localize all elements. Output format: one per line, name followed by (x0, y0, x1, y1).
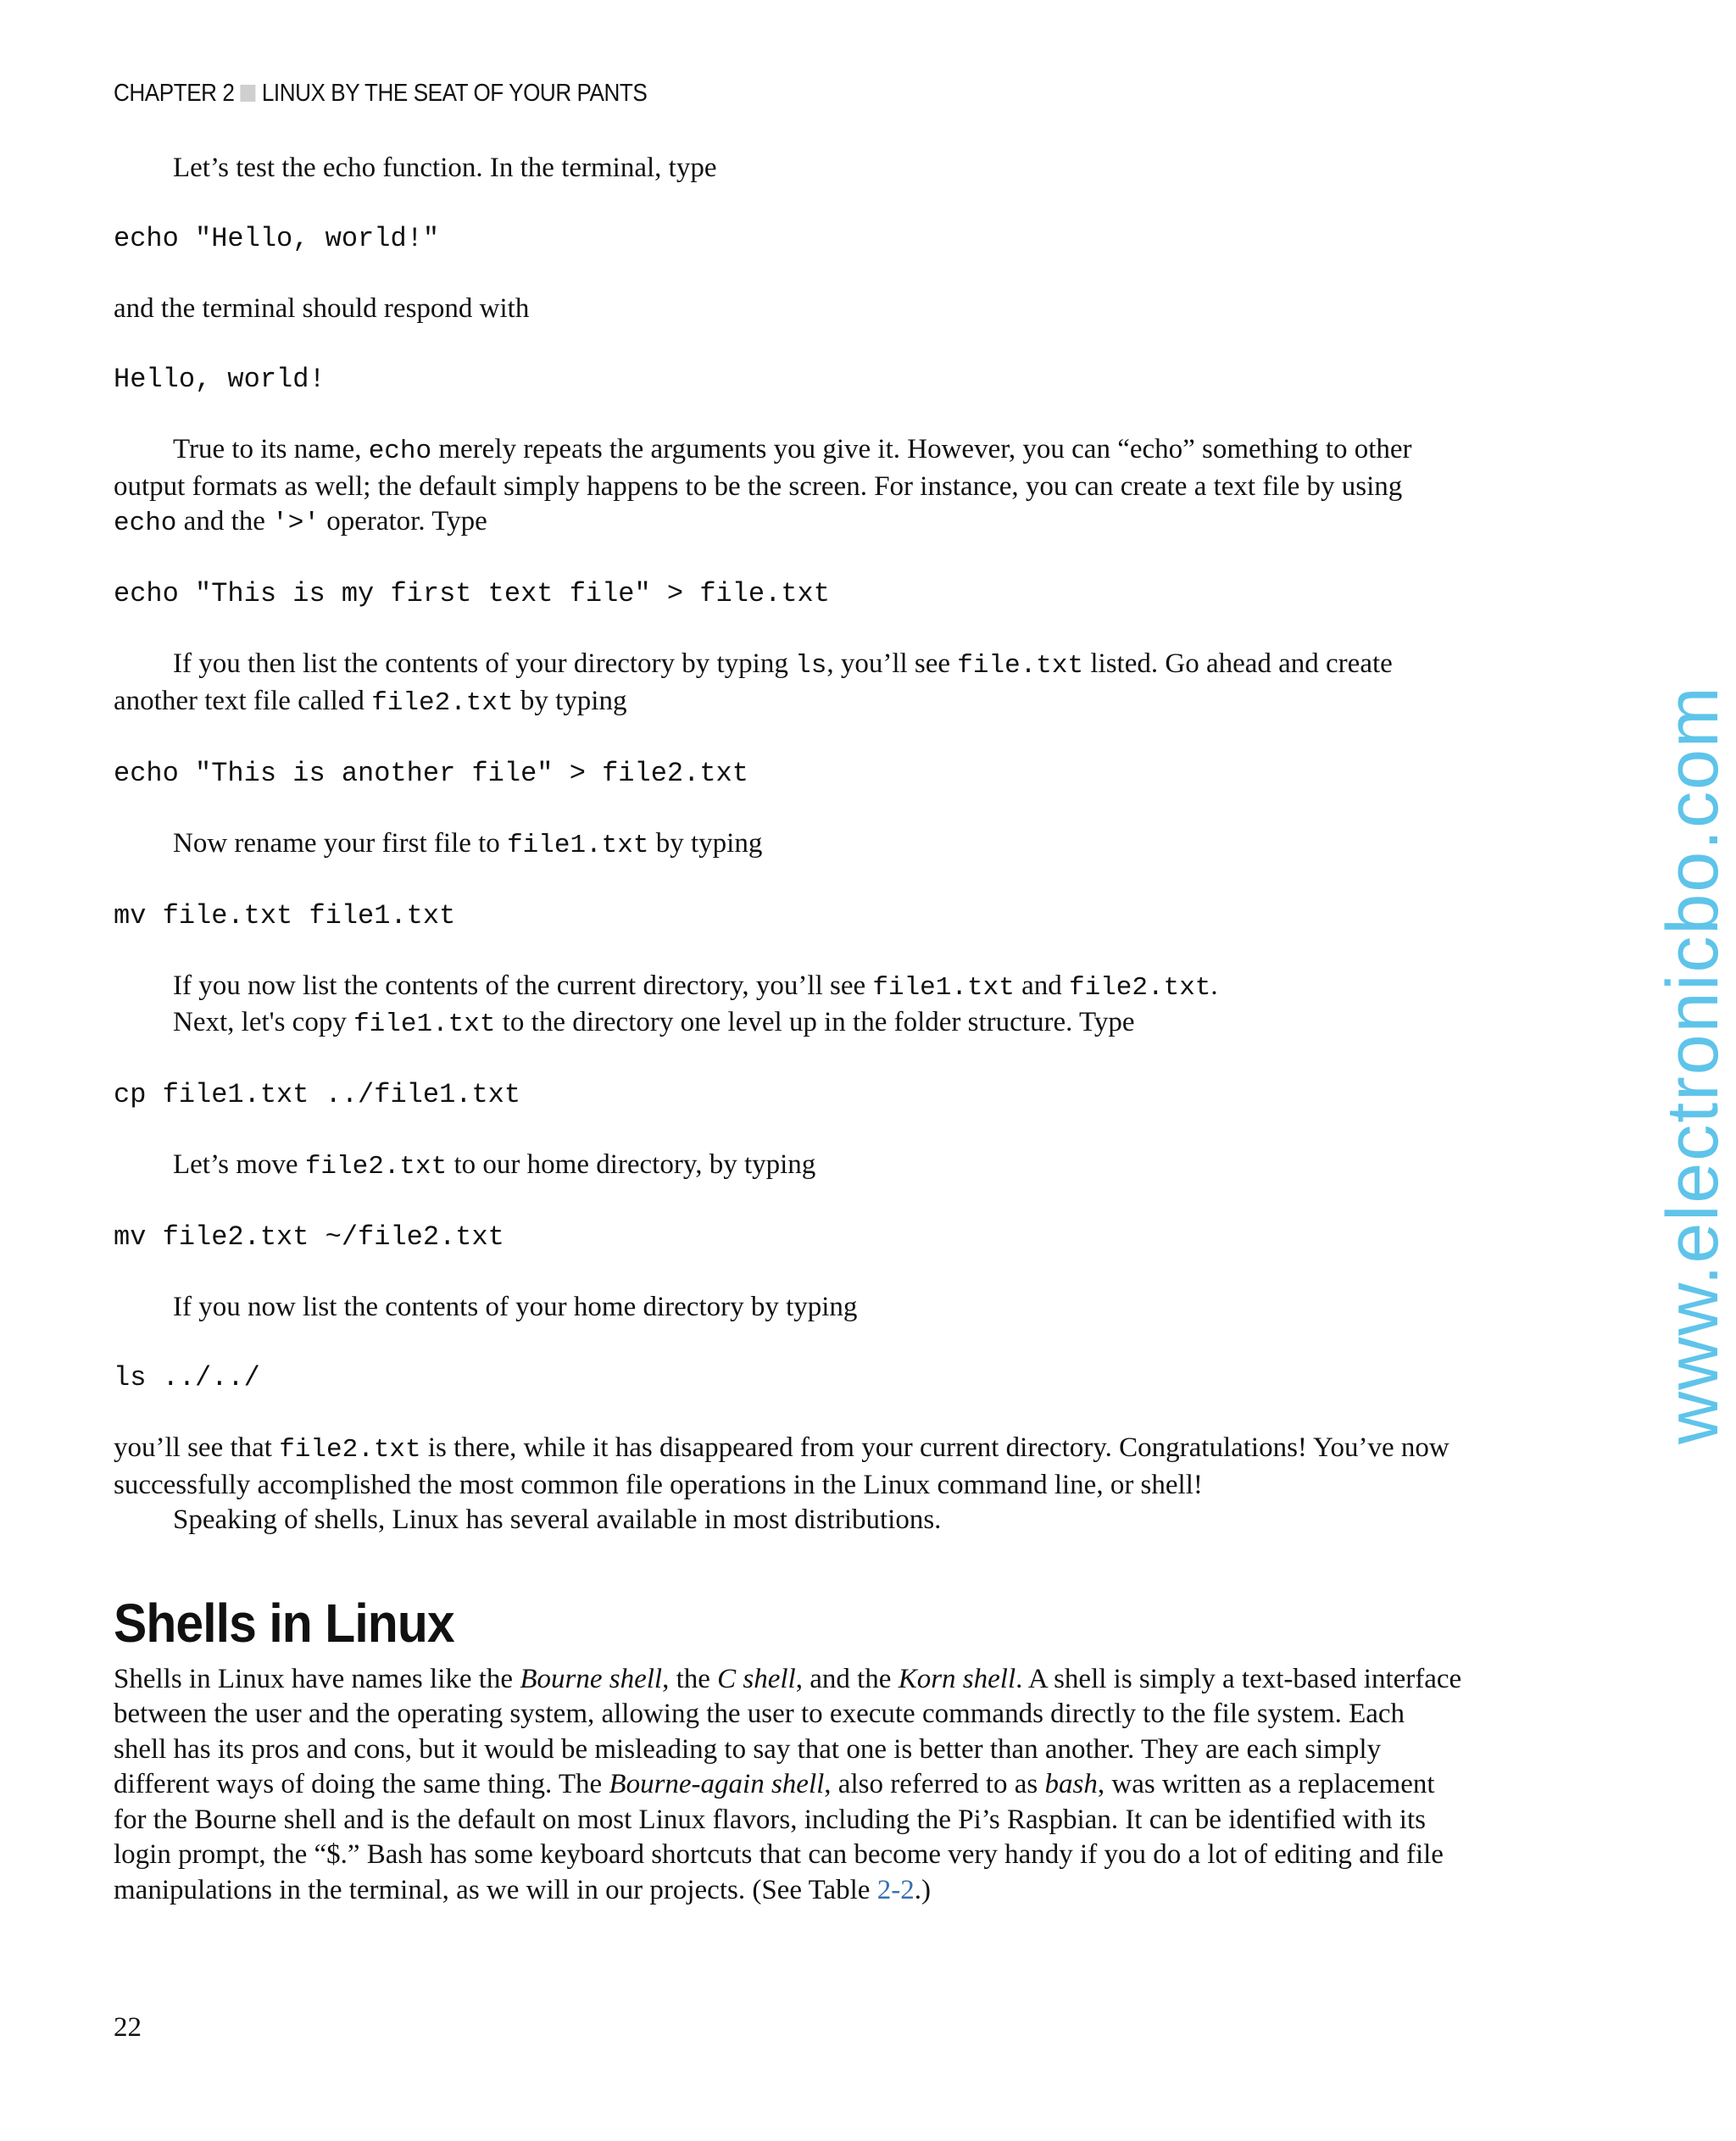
text-run: merely repeats the arguments you give it. However, you can “echo” something to other (431, 434, 1412, 464)
text-run: , and the (795, 1663, 899, 1694)
text-run: different ways of doing the same thing. The (114, 1769, 609, 1799)
text-run: by typing (513, 685, 627, 716)
chapter-title: LINUX BY THE SEAT OF YOUR PANTS (261, 80, 648, 107)
code-line: ls ../../ (114, 1362, 260, 1393)
section-paragraph (114, 1662, 1555, 1909)
text-run: listed. Go ahead and create (1083, 648, 1393, 679)
inline-code: file1.txt (353, 1009, 496, 1039)
inline-code: file.txt (957, 651, 1084, 681)
text-run: shell has its pros and cons, but it would be misleading to say that one is better than another. They are each simply (114, 1733, 1382, 1765)
text-run: True to its name, (173, 434, 369, 464)
text-run: by typing (648, 827, 763, 859)
code-line: echo "Hello, world!" (114, 223, 440, 254)
text-run: another text file called (114, 685, 372, 716)
text-run: you’ll see that (114, 1432, 280, 1463)
text-run: manipulations in the terminal, as we will in our projects. (See Table (114, 1874, 877, 1905)
text-run: and (1014, 970, 1069, 1001)
paragraph (114, 1148, 1555, 1185)
table-reference-link[interactable]: 2-2 (876, 1874, 915, 1905)
text-run: Now rename your first file to (173, 827, 508, 859)
page-body (114, 151, 1555, 1908)
inline-code: echo (368, 437, 432, 466)
italic-term: Bourne shell (520, 1663, 663, 1694)
paragraph (114, 826, 1555, 864)
code-line: echo "This is another file" > file2.txt (114, 757, 748, 789)
italic-term: C shell (717, 1663, 796, 1694)
paragraph: and the terminal should respond with (114, 293, 530, 324)
italic-term: Korn shell (898, 1663, 1016, 1694)
page-number: 22 (114, 2012, 142, 2043)
paragraph (114, 1431, 1555, 1538)
text-run: login prompt, the “$.” Bash has some keyboard shortcuts that can become very handy if you do a lot of editing and file (114, 1839, 1444, 1870)
inline-code: '>' (272, 509, 320, 538)
text-run: Shells in Linux have names like the (114, 1663, 520, 1694)
inline-code: file2.txt (304, 1152, 448, 1182)
code-line: cp file1.txt ../file1.txt (114, 1079, 521, 1110)
text-run: successfully accomplished the most common file operations in the Linux command line, or shell! (114, 1469, 1203, 1500)
text-run: , the (662, 1663, 718, 1694)
text-run: .) (914, 1874, 931, 1905)
inline-code: ls (795, 651, 827, 681)
inline-code: file1.txt (507, 830, 649, 860)
inline-code: file2.txt (371, 687, 514, 718)
text-run: , was written as a replacement (1097, 1769, 1435, 1799)
text-run: and the (176, 506, 273, 537)
text-run: . A shell is simply a text-based interface (1015, 1663, 1462, 1694)
text-run: between the user and the operating system, allowing the user to execute commands directly to the file system. Each (114, 1699, 1405, 1729)
text-run: operator. Type (319, 506, 487, 537)
text-run: to the directory one level up in the folder structure. Type (495, 1007, 1135, 1037)
italic-term: bash (1044, 1769, 1098, 1799)
code-line: mv file.txt file1.txt (114, 899, 456, 931)
text-run: to our home directory, by typing (447, 1149, 816, 1180)
inline-code: file2.txt (1068, 972, 1211, 1003)
text-run: , you’ll see (826, 648, 958, 679)
paragraph (114, 969, 1555, 1043)
text-run: If you then list the contents of your directory by typing (173, 648, 796, 679)
text-run: output formats as well; the default simply happens to be the screen. For instance, you can create a text file by using (114, 470, 1403, 502)
code-line: Hello, world! (114, 364, 326, 395)
paragraph: Let’s test the echo function. In the terminal, type (173, 153, 717, 183)
paragraph: If you now list the contents of your home directory by typing (173, 1292, 858, 1322)
watermark-text: www.electronicbo.com (1652, 685, 1733, 1444)
code-line: echo "This is my first text file" > file.txt (114, 578, 830, 609)
text-run: Let’s move (173, 1149, 305, 1180)
paragraph (114, 647, 1555, 720)
text-run: If you now list the contents of the current directory, you’ll see (173, 970, 873, 1001)
text-run: , also referred to as (824, 1769, 1045, 1799)
inline-code: echo (114, 509, 177, 538)
section-heading: Shells in Linux (114, 1592, 454, 1654)
inline-code: file1.txt (872, 972, 1015, 1003)
chapter-label: CHAPTER 2 (114, 80, 235, 107)
text-run: for the Bourne shell and is the default on most Linux flavors, including the Pi’s Raspbian. It can be identified with its (114, 1804, 1426, 1835)
running-header (114, 80, 647, 108)
paragraph (114, 432, 1555, 542)
text-run: Next, let's copy (173, 1007, 354, 1037)
text-run: is there, while it has disappeared from your current directory. Congratulations! You’ve now (420, 1432, 1449, 1463)
header-separator (241, 85, 256, 102)
text-run: Speaking of shells, Linux has several available in most distributions. (173, 1504, 942, 1535)
code-line: mv file2.txt ~/file2.txt (114, 1221, 504, 1253)
inline-code: file2.txt (279, 1435, 421, 1465)
italic-term: Bourne-again shell (609, 1769, 825, 1799)
text-run: . (1210, 970, 1218, 1001)
